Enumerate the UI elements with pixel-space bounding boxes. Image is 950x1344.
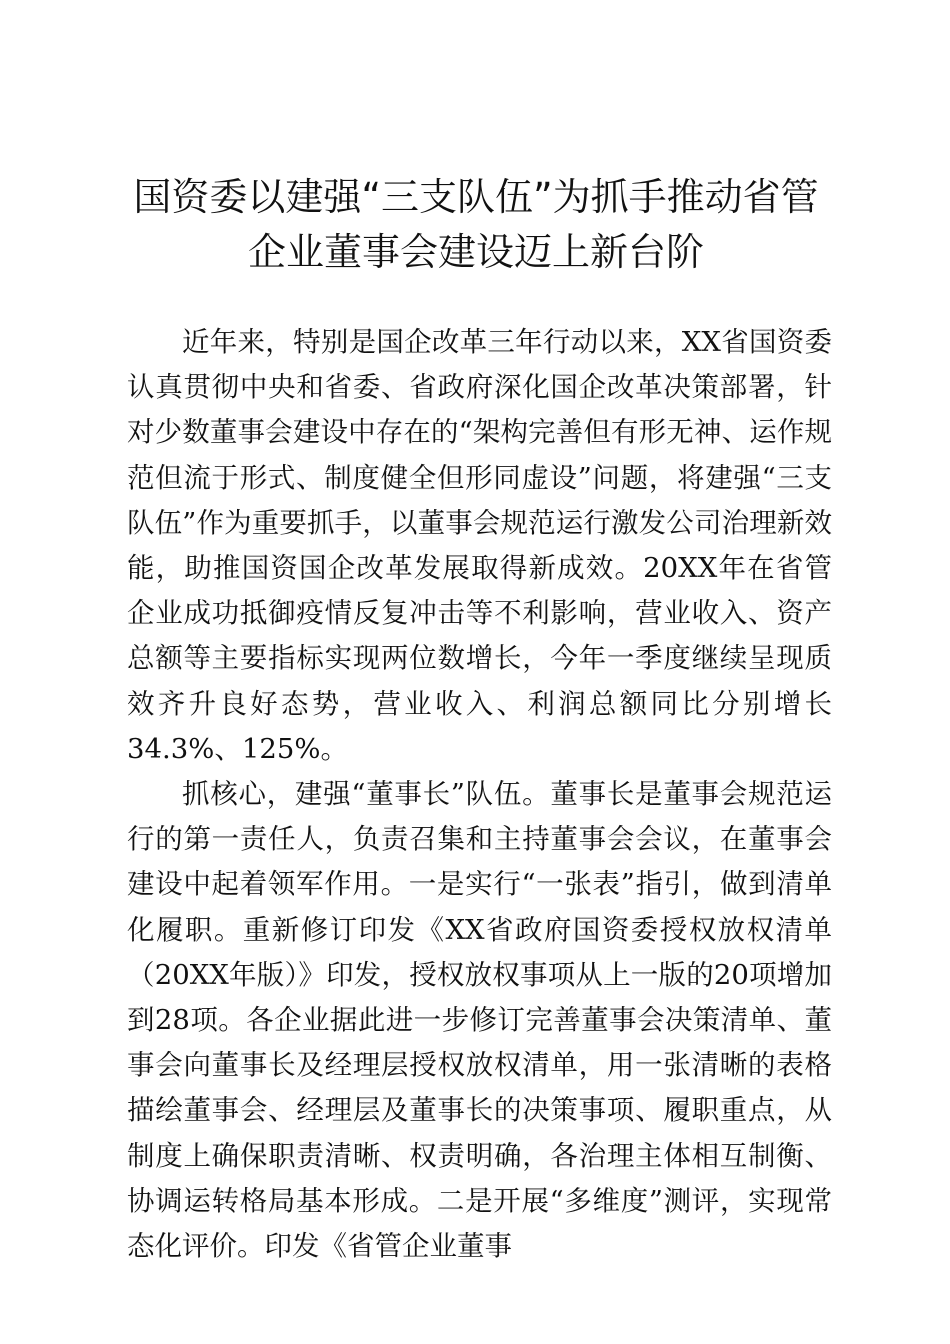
paragraph-intro: 近年来，特别是国企改革三年行动以来，XX省国资委认真贯彻中央和省委、省政府深化国企改革决策部署，针对少数董事会建设中存在的“架构完善但有形无神、运作规范但流于形式、制度健全但形同虚设”问题，将建强“三支队伍”作为重要抓手，以董事会规范运行激发公司治理新效能，助推国资国企改革发展取得新成效。20XX年在省管企业成功抵御疫情反复冲击等不利影响，营业收入、资产总额等主要指标实现两位数增长，今年一季度继续呈现质效齐升良好态势，营业收入、利润总额同比分别增长34.3%、125%。: [127, 326, 832, 765]
paragraph-chairman: 抓核心，建强“董事长”队伍。董事长是董事会规范运行的第一责任人，负责召集和主持董事会会议，在董事会建设中起着领军作用。一是实行“一张表”指引，做到清单化履职。重新修订印发《XX省政府国资委授权放权清单（20XX年版）》印发，授权放权事项从上一版的20项增加到28项。各企业据此进一步修订完善董事会决策清单、董事会向董事长及经理层授权放权清单，用一张清晰的表格描绘董事会、经理层及董事长的决策事项、履职重点，从制度上确保职责清晰、权责明确，各治理主体相互制衡、协调运转格局基本形成。二是开展“多维度”测评，实现常态化评价。印发《省管企业董事: [127, 778, 832, 1263]
document-body: [127, 320, 832, 1269]
document-title: 国资委以建强“三支队伍”为抓手推动省管企业董事会建设迈上新台阶: [133, 175, 819, 274]
